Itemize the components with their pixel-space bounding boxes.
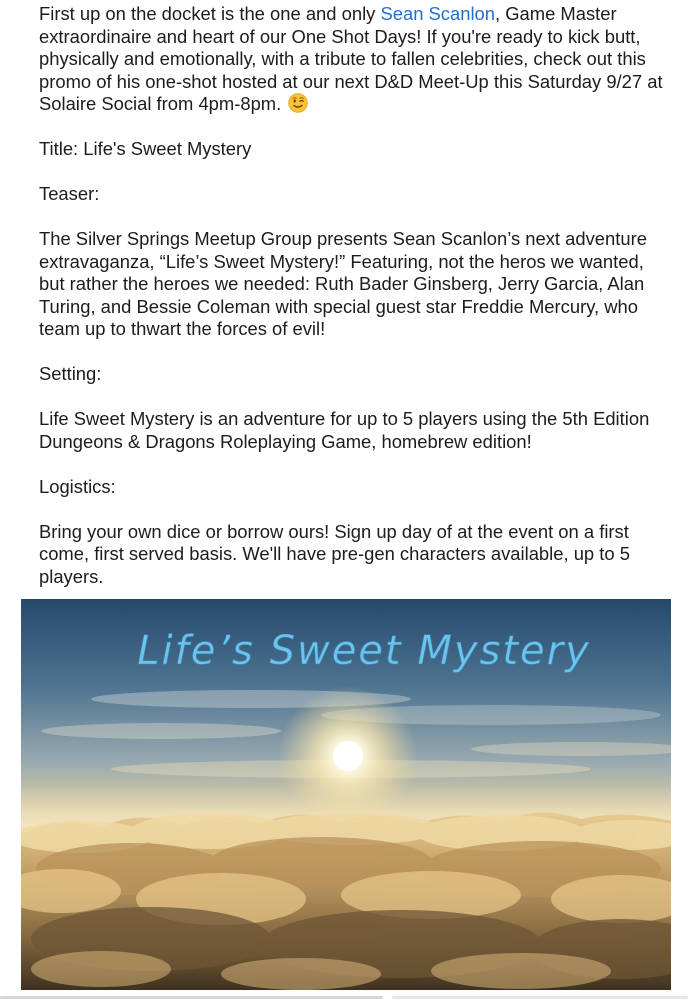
teaser-paragraph: The Silver Springs Meetup Group presents Sean Scanlon’s next adventure extravaganza, “Life’s Sweet Mystery!” Featuring, not the heros we wanted, but rather the heroes we needed: Ruth Bader Ginsberg, Jerry Garcia, Alan Turing, and Bessie Coleman with special guest star Freddie Mercury, who team up to thwart the forces of evil!	[39, 228, 647, 339]
image-title-text: Life’s Sweet Mystery	[137, 628, 591, 674]
intro-text-end: , Game Master extraordinaire and heart of our One Shot Days! If you're ready to kick butt, physically and emotionally, with a tribute to fallen celebrities, check out this promo of his one-shot hosted at our next D&D Meet-Up this Saturday 9/27 at Solaire Social from 4pm-8pm.	[39, 3, 663, 114]
divider-segment-left	[0, 996, 383, 999]
sunrise-above-clouds-image[interactable]	[21, 599, 671, 990]
setting-paragraph: Life Sweet Mystery is an adventure for up to 5 players using the 5th Edition Dungeons & Dragons Roleplaying Game, homebrew edition!	[39, 408, 650, 452]
intro-paragraph	[39, 3, 664, 116]
winking-face-emoji-icon	[288, 93, 308, 113]
mention-link-sean-scanlon[interactable]: Sean Scanlon	[380, 3, 495, 24]
setting-heading: Setting:	[39, 363, 102, 384]
logistics-paragraph: Bring your own dice or borrow ours! Sign up day of at the event on a first come, first served basis. We'll have pre-gen characters available, up to 5 players.	[39, 520, 630, 587]
intro-text-start: First up on the docket is the one and only	[39, 3, 381, 24]
divider-segment-right	[392, 996, 688, 999]
logistics-heading: Logistics:	[39, 475, 116, 497]
teaser-heading: Teaser:	[39, 183, 100, 204]
post-body	[39, 3, 664, 611]
bottom-divider	[0, 994, 688, 1000]
title-line: Title: Life's Sweet Mystery	[39, 138, 252, 159]
